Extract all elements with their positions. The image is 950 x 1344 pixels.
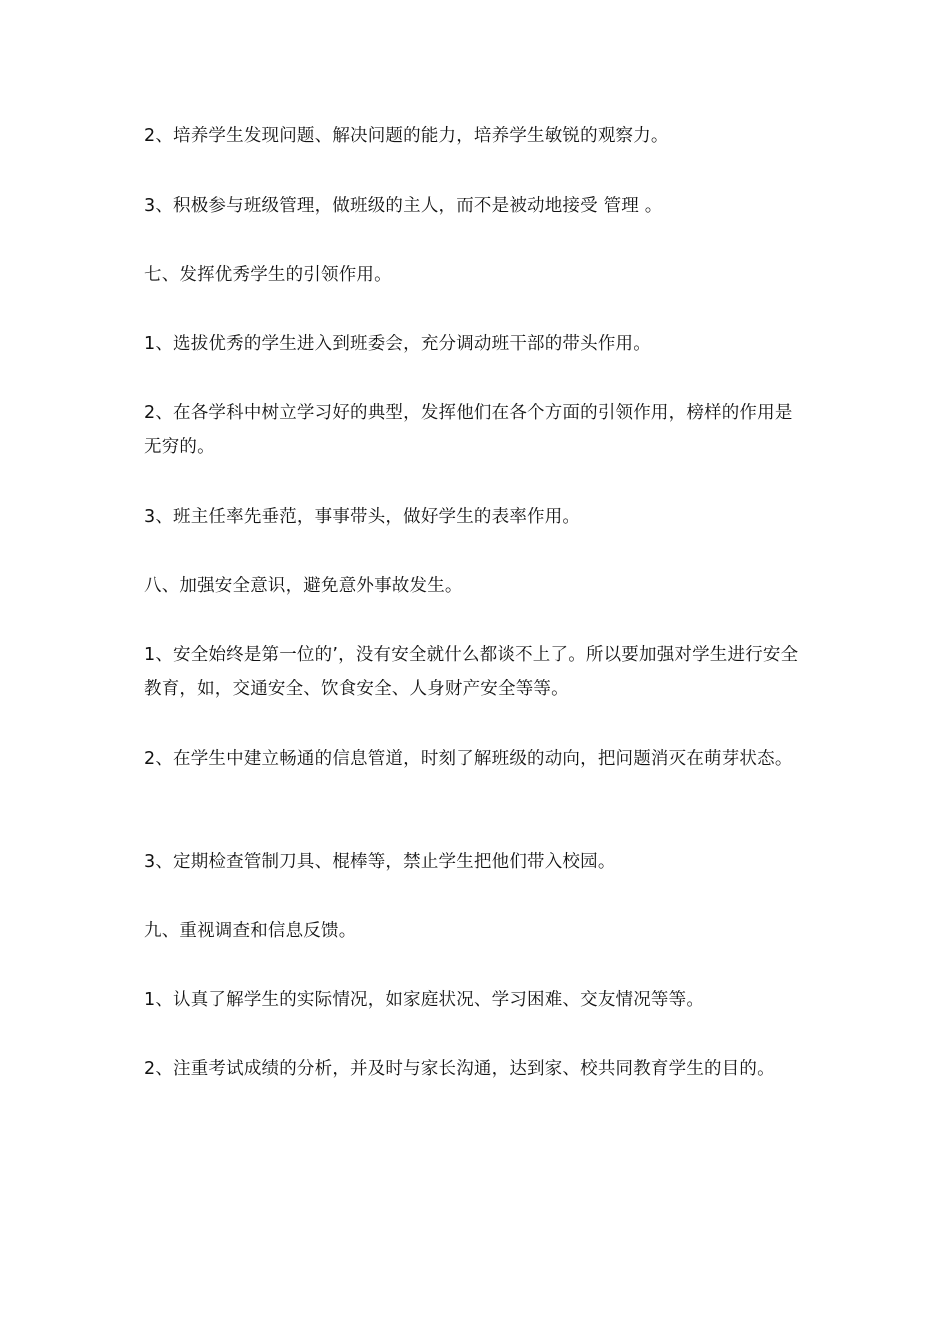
paragraph: 1、安全始终是第一位的’，没有安全就什么都谈不上了。所以要加强对学生进行安全教育，如，交通安全、饮食安全、人身财产安全等等。: [144, 645, 799, 699]
paragraph: 3、积极参与班级管理，做班级的主人，而不是被动地接受 管理 。: [144, 196, 663, 216]
section-heading: 七、发挥优秀学生的引领作用。: [144, 265, 392, 285]
paragraph: 2、培养学生发现问题、解决问题的能力，培养学生敏锐的观察力。: [144, 126, 669, 146]
paragraph: 2、在各学科中树立学习好的典型，发挥他们在各个方面的引领作用，榜样的作用是无穷的。: [144, 403, 793, 457]
section-heading: 八、加强安全意识，避免意外事故发生。: [144, 576, 463, 596]
paragraph: 2、注重考试成绩的分析，并及时与家长沟通，达到家、校共同教育学生的目的。: [144, 1059, 775, 1079]
paragraph: 1、选拔优秀的学生进入到班委会，充分调动班干部的带头作用。: [144, 334, 651, 354]
paragraph: 3、班主任率先垂范，事事带头，做好学生的表率作用。: [144, 507, 581, 527]
paragraph: 1、认真了解学生的实际情况，如家庭状况、学习困难、交友情况等等。: [144, 990, 705, 1010]
paragraph: 3、定期检查管制刀具、棍棒等，禁止学生把他们带入校园。: [144, 852, 616, 872]
paragraph: 2、在学生中建立畅通的信息管道，时刻了解班级的动向，把问题消灭在萌芽状态。: [144, 749, 793, 769]
section-heading: 九、重视调查和信息反馈。: [144, 921, 357, 941]
